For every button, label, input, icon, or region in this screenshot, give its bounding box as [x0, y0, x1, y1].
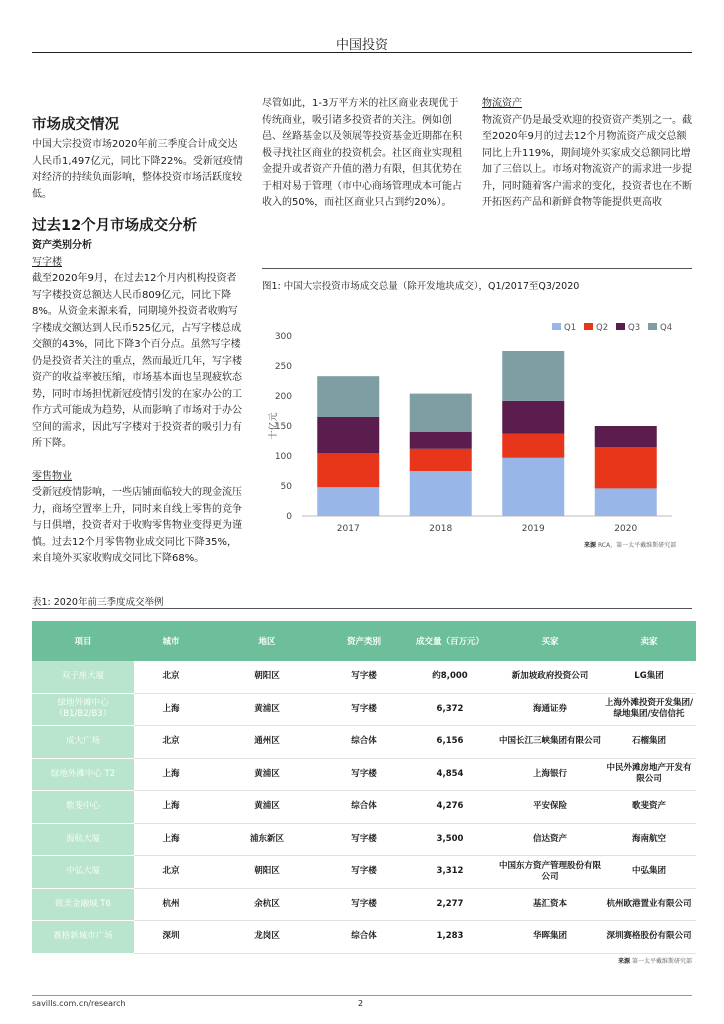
x-tick-label: 2018	[429, 524, 453, 534]
bar-q2-2018	[410, 449, 472, 471]
table-cell: 中国东方资产管理股份有限公司	[498, 856, 602, 889]
legend-label-q1: Q1	[564, 323, 577, 333]
page-header-title: 中国投资	[335, 38, 388, 53]
y-tick-label: 200	[274, 392, 292, 402]
table-row	[32, 661, 696, 693]
table-cell: 6,372	[402, 693, 498, 726]
stacked-bar-chart	[262, 296, 692, 546]
footer-rule	[32, 995, 692, 996]
figure-source: 来源 RCA，第一太平戴维斯研究部	[584, 542, 677, 549]
table-cell: 约8,000	[402, 661, 498, 693]
table-header-cell: 地区	[208, 621, 326, 661]
table-header-cell: 项目	[32, 621, 134, 661]
table-cell: 上海	[134, 823, 208, 856]
legend-swatch-q1	[552, 323, 561, 330]
table-cell: 双子座大厦	[32, 661, 134, 693]
table-cell: 4,276	[402, 791, 498, 824]
table-cell: 深圳赛格股份有限公司	[602, 921, 696, 954]
table-cell: LG集团	[602, 661, 696, 693]
table-row	[32, 758, 696, 791]
table-cell: 杭州欧港置业有限公司	[602, 888, 696, 921]
table-cell: 2,277	[402, 888, 498, 921]
y-tick-label: 250	[274, 362, 292, 372]
heading-12m: 过去12个月市场成交分析	[32, 218, 198, 234]
table-cell: 综合体	[326, 791, 402, 824]
table-cell: 海通证券	[498, 693, 602, 726]
table-cell: 朝阳区	[208, 856, 326, 889]
table-cell: 杭州	[134, 888, 208, 921]
legend-swatch-q2	[584, 323, 593, 330]
table-cell: 歌斐中心	[32, 791, 134, 824]
table-cell: 成大广场	[32, 726, 134, 759]
table-cell: 中弘大厦	[32, 856, 134, 889]
bar-q3-2020	[595, 426, 657, 447]
bar-q3-2017	[317, 417, 379, 453]
table-cell: 通州区	[208, 726, 326, 759]
table-cell: 中民外滩房地产开发有限公司	[602, 758, 696, 791]
figure	[262, 268, 692, 546]
table-cell: 朝阳区	[208, 661, 326, 693]
table-cell: 深圳	[134, 921, 208, 954]
table-row	[32, 888, 696, 921]
bar-q1-2018	[410, 471, 472, 516]
table-title: 表1: 2020年前三季度成交举例	[32, 597, 164, 608]
legend-label-q2: Q2	[596, 323, 609, 333]
bar-q4-2017	[317, 376, 379, 417]
bar-q4-2018	[410, 394, 472, 432]
table-cell: 歌斐资产	[602, 791, 696, 824]
table-cell: 龙岗区	[208, 921, 326, 954]
table-cell: 海南航空	[602, 823, 696, 856]
header-rule	[32, 52, 692, 53]
table-cell: 写字楼	[326, 888, 402, 921]
table-source: 来源 第一太平戴维斯研究部	[618, 958, 692, 965]
table-cell: 4,854	[402, 758, 498, 791]
bar-q1-2020	[595, 488, 657, 516]
heading-office: 写字楼	[32, 256, 62, 268]
heading-asset: 资产类别分析	[32, 240, 92, 251]
legend-swatch-q3	[616, 323, 625, 330]
table-cell: 基汇资本	[498, 888, 602, 921]
table-cell: 3,500	[402, 823, 498, 856]
table-row	[32, 921, 696, 954]
table-cell: 北京	[134, 661, 208, 693]
para-office: 截至2020年9月，在过去12个月内机构投资者写字楼投资总额达人民币809亿元，同比下降8%。从资金来源来看，同期境外投资者收购写字楼成交额达到人民币525亿元，占写字楼总成交额的43%，同比下降3个百分点。虽然写字楼仍是投资者关注的重点，然而最近几年，写字楼资产的收益率被压缩，市场基本面也呈现疲软态势，同时市场担忧新冠疫情引发的在家办公的工作方式可能成为趋势，从而影响了市场对于办公空间的需求，因此写字楼对于投资者的吸引力有所下降。	[32, 273, 242, 449]
column-2	[262, 96, 467, 212]
table-cell: 上海	[134, 693, 208, 726]
table-row	[32, 856, 696, 889]
table-cell: 绿地外滩中心 T2	[32, 758, 134, 791]
y-tick-label: 150	[274, 422, 292, 432]
table-cell: 绿地外滩中心（B1/B2/B3）	[32, 693, 134, 726]
table-cell: 写字楼	[326, 823, 402, 856]
legend-label-q3: Q3	[628, 323, 641, 333]
table-cell: 写字楼	[326, 758, 402, 791]
bar-q1-2019	[502, 458, 564, 516]
column-3	[482, 96, 694, 212]
column-1	[32, 116, 244, 568]
legend-swatch-q4	[648, 323, 657, 330]
table-cell: 写字楼	[326, 856, 402, 889]
y-tick-label: 300	[274, 332, 292, 342]
table-cell: 浦东新区	[208, 823, 326, 856]
figure-rule	[262, 268, 692, 269]
table-header-cell: 买家	[498, 621, 602, 661]
table-header-cell: 卖家	[602, 621, 696, 661]
table-header-cell: 资产类别	[326, 621, 402, 661]
table-cell: 上海	[134, 791, 208, 824]
table-cell: 综合体	[326, 921, 402, 954]
table-cell: 信达资产	[498, 823, 602, 856]
table-row	[32, 791, 696, 824]
bar-q2-2020	[595, 447, 657, 488]
para-retail: 受新冠疫情影响，一些店铺面临较大的现金流压力，商场空置率上升，同时来自线上零售的竞争与日俱增，投资者对于收购零售物业变得更为谨慎。过去12个月零售物业成交同比下降35%，来自境外买家收购成交同比下降68%。	[32, 487, 242, 564]
table-cell: 欧美金融城 T6	[32, 888, 134, 921]
para-market: 中国大宗投资市场2020年前三季度合计成交达人民币1,497亿元，同比下降22%。受新冠疫情对经济的持续负面影响，整体投资市场活跃度较低。	[32, 139, 243, 200]
y-axis-label: 十亿元	[269, 412, 279, 440]
y-tick-label: 100	[274, 452, 292, 462]
heading-market: 市场成交情况	[32, 117, 119, 133]
table-cell: 黄浦区	[208, 758, 326, 791]
x-tick-label: 2019	[521, 524, 545, 534]
x-tick-label: 2020	[614, 524, 638, 534]
bar-q4-2019	[502, 351, 564, 401]
table-rule	[32, 608, 692, 609]
heading-logistics: 物流资产	[482, 98, 522, 109]
table-cell: 6,156	[402, 726, 498, 759]
table-cell: 海航大厦	[32, 823, 134, 856]
table-cell: 赛格新城市广场	[32, 921, 134, 954]
legend-label-q4: Q4	[660, 323, 673, 333]
table-row	[32, 693, 696, 726]
x-tick-label: 2017	[336, 524, 360, 534]
table-cell: 上海外滩投资开发集团/绿地集团/安信信托	[602, 693, 696, 726]
table-cell: 平安保险	[498, 791, 602, 824]
y-tick-label: 50	[280, 482, 292, 492]
deals-table	[32, 621, 696, 954]
para-community: 尽管如此，1-3万平方米的社区商业表现优于传统商业，吸引诸多投资者的关注。例如创邑、丝路基金以及领展等投资基金近期都在积极寻找社区商业的投资机会。社区商业实现租金提升或者资产升值的潜力有限，但其优势在于相对易于管理（市中心商场管理成本可能占收入的50%，而社区商业只占到约20%）。	[262, 98, 462, 208]
table-cell: 综合体	[326, 726, 402, 759]
table-row	[32, 823, 696, 856]
bar-q3-2018	[410, 432, 472, 449]
table-cell: 余杭区	[208, 888, 326, 921]
table-cell: 中弘集团	[602, 856, 696, 889]
table-cell: 新加坡政府投资公司	[498, 661, 602, 693]
page-number: 2	[358, 999, 364, 1008]
para-logistics: 物流资产仍是最受欢迎的投资资产类别之一。截至2020年9月的过去12个月物流资产成交总额同比上升119%，期间境外买家成交总额同比增加了三倍以上。市场对物流资产的需求进一步提升，同时随着客户需求的变化，投资者也在不断开拓医药产品和新鲜食物等能提供更高收	[482, 114, 692, 208]
table-cell: 北京	[134, 726, 208, 759]
bar-q2-2017	[317, 453, 379, 487]
table-cell: 黄浦区	[208, 693, 326, 726]
figure-title: 图1: 中国大宗投资市场成交总量（除开发地块成交），Q1/2017至Q3/2020	[262, 281, 580, 292]
bar-q1-2017	[317, 487, 379, 516]
table-cell: 上海	[134, 758, 208, 791]
table-cell: 黄浦区	[208, 791, 326, 824]
table-cell: 石榴集团	[602, 726, 696, 759]
table-cell: 写字楼	[326, 693, 402, 726]
table-header-cell: 城市	[134, 621, 208, 661]
table-header-cell: 成交量（百万元）	[402, 621, 498, 661]
bar-q3-2019	[502, 401, 564, 434]
y-tick-label: 0	[286, 512, 292, 522]
table-cell: 3,312	[402, 856, 498, 889]
table-cell: 1,283	[402, 921, 498, 954]
table-cell: 写字楼	[326, 661, 402, 693]
table-cell: 上海银行	[498, 758, 602, 791]
footer-url[interactable]: savills.com.cn/research	[32, 999, 126, 1008]
heading-retail: 零售物业	[32, 470, 72, 482]
table-cell: 北京	[134, 856, 208, 889]
table-cell: 华晖集团	[498, 921, 602, 954]
table-cell: 中国长江三峡集团有限公司	[498, 726, 602, 759]
table-row	[32, 726, 696, 759]
bar-q2-2019	[502, 434, 564, 458]
